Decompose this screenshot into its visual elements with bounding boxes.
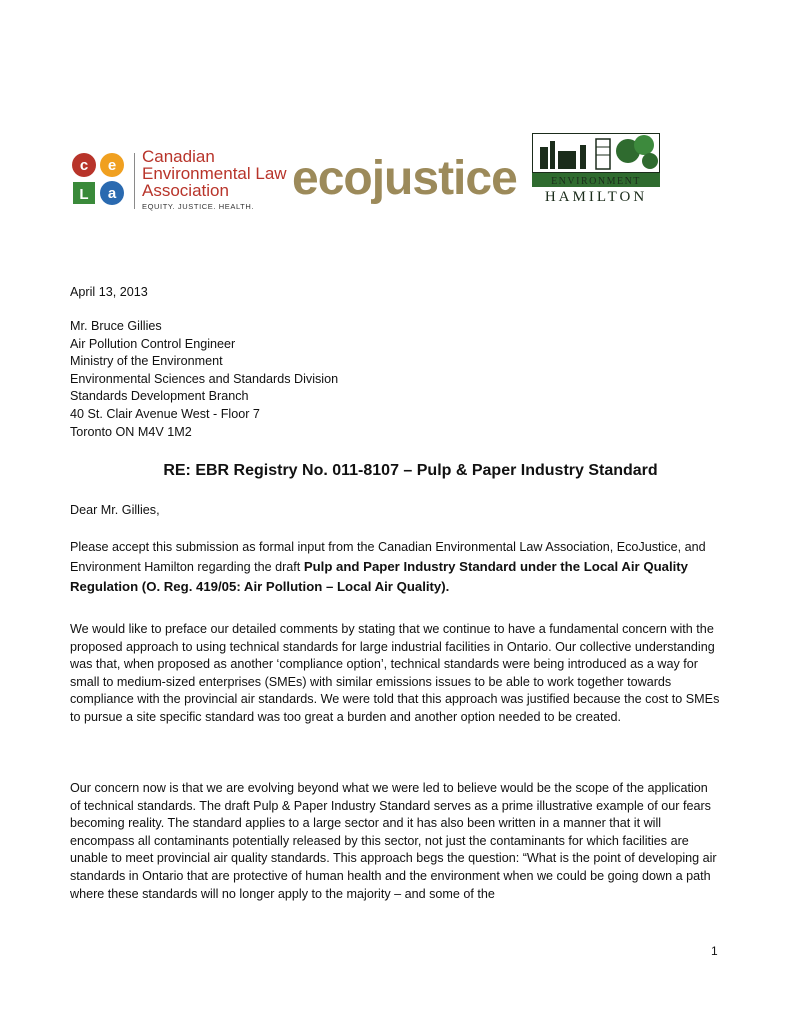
address-line: Mr. Bruce Gillies: [70, 319, 162, 333]
cela-tagline: EQUITY. JUSTICE. HEALTH.: [142, 202, 255, 211]
page-number: 1: [711, 944, 718, 958]
cela-letter-a: a: [107, 185, 117, 202]
paragraph-concern-text: Our concern now is that we are evolving beyond what we were led to believe would be the scope of the application of technical standards. The draft Pulp & Paper Industry Standard serves as a prime illustrative example of our fears becoming reality. The standard applies to a large sector and it has also been written in a manner that it will encompass all contaminants potentially released by this sector, not just the contaminants for which facilities are unable to meet provincial air quality standards. This approach begs the question: “What is the point of developing air standards in Ontario that are protective of human health and the environment when we could be going down a path where these standards will no longer apply to the majority – and some of the: [70, 781, 717, 901]
re-subject-line: RE: EBR Registry No. 011-8107 – Pulp & Paper Industry Standard: [163, 462, 658, 479]
cela-name-line1: Canadian: [142, 147, 215, 166]
environment-hamilton-name: HAMILTON: [544, 189, 648, 205]
cela-letter-c: c: [79, 157, 89, 174]
paragraph-intro-text: Please accept this submission as formal input from the Canadian Environmental Law Association, EcoJustice, and Environment Hamilton regarding the draft: [70, 540, 706, 574]
cela-name: [142, 148, 287, 199]
paragraph-preface-text: We would like to preface our detailed comments by stating that we continue to have a fundamental concern with the proposed approach to using technical standards for large industrial facilities in Ontario. Our collective understanding was that, when proposed as another ‘compliance option’, technical standards were being introduced as a way for small to medium-sized enterprises (SMEs) with similar emissions issues to be able to work together towards compliance with the provincial air standards. We were told that this approach was justified because the cost to SMEs to pursue a site specific standard was too great a burden and another option needed to be created.: [70, 622, 720, 724]
address-line: Environmental Sciences and Standards Division: [70, 371, 339, 386]
letterhead-logos: [70, 133, 730, 213]
cela-letter-l: L: [79, 186, 89, 203]
paragraph-intro: [70, 537, 720, 597]
salutation: Dear Mr. Gillies,: [70, 503, 160, 517]
cela-name-line3: Association: [142, 181, 229, 200]
cela-logo-mark: [70, 151, 130, 211]
env-ham-top-text: ENVIRONMENT: [551, 176, 641, 187]
letter-date: April 13, 2013: [70, 285, 148, 299]
paragraph-concern: [70, 780, 720, 903]
address-line: Toronto ON M4V 1M2: [70, 424, 192, 439]
cela-divider: [134, 153, 135, 209]
recipient-address: [70, 318, 338, 441]
address-line: Air Pollution Control Engineer: [70, 336, 236, 351]
paragraph-intro-bold: Pulp and Paper Industry Standard under the Local Air Quality Regulation (O. Reg. 419/05: Air Pollution – Local Air Quality).: [70, 559, 689, 594]
address-line: Ministry of the Environment: [70, 354, 223, 369]
address-line: 40 St. Clair Avenue West - Floor 7: [70, 406, 260, 421]
cela-letter-e: e: [107, 157, 117, 174]
cela-name-line2: Environmental Law: [142, 164, 287, 183]
paragraph-preface: [70, 621, 720, 727]
address-line: Standards Development Branch: [70, 389, 249, 404]
ecojustice-logo: ecojustice: [292, 152, 517, 205]
